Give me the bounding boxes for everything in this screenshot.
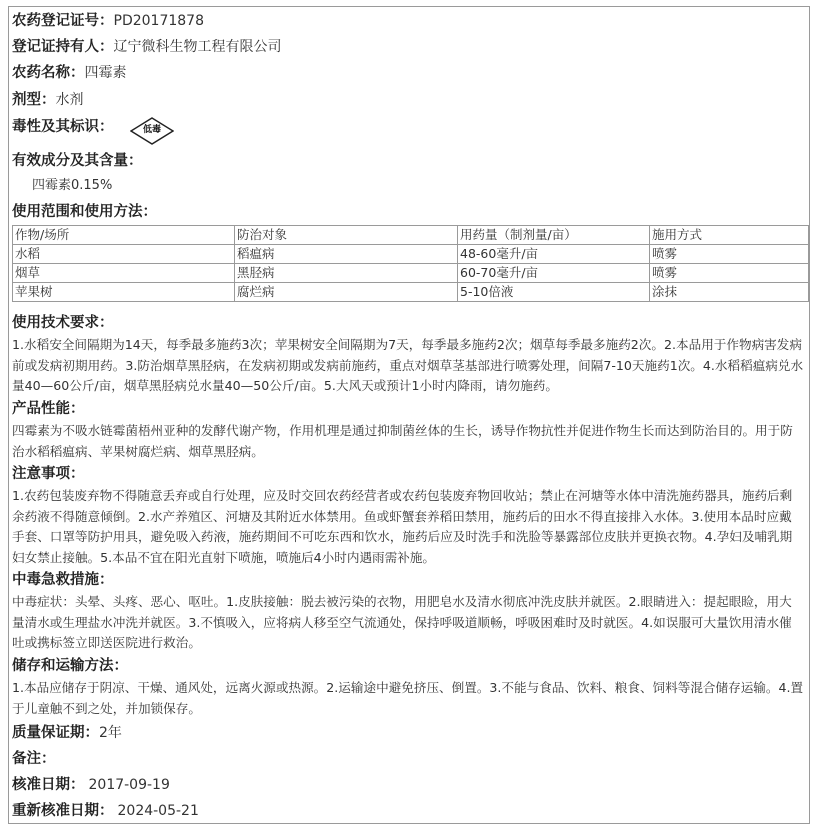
first-aid-text: 中毒症状：头晕、头疼、恶心、呕吐。1.皮肤接触：脱去被污染的衣物，用肥皂水及清水彻底冲洗皮肤并就医。2.眼睛进入：提起眼睑，用大量清水或生理盐水冲洗并就医。3.不慎吸入，应将病人移至空气流通处，保持呼吸道顺畅，呼吸困难时及时就医。4.如误服可大量饮用清水催吐或携标签立即送医院进行救治。 (12, 594, 792, 650)
ingredients-value: 四霉素0.15% (32, 178, 113, 193)
holder-label: 登记证持有人： (12, 39, 114, 55)
registration-number-row (12, 11, 204, 31)
technique-text: 1.水稻安全间隔期为14天，每季最多施药3次；苹果树安全间隔期为7天，每季最多施药2次；烟草每季最多施药2次。2.本品用于作物病害发病前或发病初期用药。3.防治烟草黑胫病，在发病初期或发病前施药，重点对烟草茎基部进行喷雾处理，间隔7-10天施药1次。4.水稻稻瘟病兑水量40—60公斤/亩，烟草黑胫病兑水量40—50公斤/亩。5.大风天或预计1小时内降雨，请勿施药。 (12, 337, 804, 393)
formulation-label: 剂型： (12, 92, 56, 108)
technique-row (12, 313, 114, 333)
cell-target: 腐烂病 (235, 283, 458, 302)
table-row (13, 283, 809, 302)
cell-dosage: 5-10倍液 (458, 283, 650, 302)
cell-dosage: 60-70毫升/亩 (458, 264, 650, 283)
cell-method: 涂抹 (650, 283, 809, 302)
cell-target: 稻瘟病 (235, 245, 458, 264)
registration-number-value: PD20171878 (113, 13, 204, 29)
precautions-text: 1.农药包装废弃物不得随意丢弃或自行处理，应及时交回农药经营者或农药包装废弃物回收站；禁止在河塘等水体中清洗施药器具，施药后剩余药液不得随意倾倒。2.水产养殖区、河塘及其附近水体禁用。鱼或虾蟹套养稻田禁用，施药后的田水不得直接排入水体。3.使用本品时应戴手套、口罩等防护用具，避免吸入药液，施药期间不可吃东西和饮水，施药后应及时洗手和洗脸等暴露部位皮肤并更换衣物。4.孕妇及哺乳期妇女禁止接触。5.本品不宜在阳光直射下喷施，喷施后4小时内遇雨需补施。 (12, 488, 793, 565)
performance-label: 产品性能： (12, 401, 85, 417)
ingredients-label: 有效成分及其含量： (12, 153, 143, 169)
first-aid-label: 中毒急救措施： (12, 572, 114, 588)
table-row (13, 264, 809, 283)
remarks-label: 备注： (12, 751, 56, 767)
cell-crop: 水稻 (13, 245, 235, 264)
cell-method: 喷雾 (650, 245, 809, 264)
cell-crop: 烟草 (13, 264, 235, 283)
approval-date-label: 核准日期： (12, 777, 85, 793)
performance-text: 四霉素为不吸水链霉菌梧州亚种的发酵代谢产物，作用机理是通过抑制菌丝体的生长，诱导作物抗性并促进作物生长而达到防治目的。用于防治水稻稻瘟病、苹果树腐烂病、烟草黑胫病。 (12, 423, 793, 459)
formulation-value: 水剂 (55, 92, 84, 108)
pesticide-name-value: 四霉素 (84, 65, 127, 81)
shelf-life-label: 质量保证期： (12, 725, 99, 741)
ingredients-row (12, 151, 143, 171)
reapproval-date-value: 2024-05-21 (117, 803, 199, 819)
header-crop: 作物/场所 (13, 226, 235, 245)
approval-date-value: 2017-09-19 (88, 777, 170, 793)
precautions-label: 注意事项： (12, 466, 85, 482)
usage-label: 使用范围和使用方法： (12, 204, 157, 220)
first-aid-row (12, 570, 114, 590)
table-row (13, 245, 809, 264)
toxicity-badge-text: 低毒 (142, 125, 161, 135)
approval-date-row (12, 775, 170, 795)
toxicity-label: 毒性及其标识： (12, 119, 114, 135)
storage-row (12, 656, 128, 676)
reapproval-date-row (12, 801, 199, 821)
technique-label: 使用技术要求： (12, 315, 114, 331)
toxicity-row (12, 117, 114, 137)
holder-value: 辽宁微科生物工程有限公司 (113, 39, 282, 55)
shelf-life-row (12, 723, 122, 743)
header-target: 防治对象 (235, 226, 458, 245)
performance-row (12, 399, 85, 419)
holder-row (12, 37, 282, 57)
registration-number-label: 农药登记证号： (12, 13, 114, 29)
usage-row (12, 202, 157, 222)
remarks-row (12, 749, 56, 769)
diamond-badge-icon (130, 117, 174, 145)
usage-table (12, 225, 809, 302)
header-method: 施用方式 (650, 226, 809, 245)
formulation-row (12, 90, 84, 110)
pesticide-name-label: 农药名称： (12, 65, 85, 81)
cell-method: 喷雾 (650, 264, 809, 283)
usage-table-header (13, 226, 809, 245)
cell-dosage: 48-60毫升/亩 (458, 245, 650, 264)
shelf-life-value: 2年 (99, 725, 122, 741)
storage-text: 1.本品应储存于阴凉、干燥、通风处，远离火源或热源。2.运输途中避免挤压、倒置。3.不能与食品、饮料、粮食、饲料等混合储存运输。4.置于儿童触不到之处，并加锁保存。 (12, 680, 804, 716)
storage-label: 储存和运输方法： (12, 658, 128, 674)
cell-crop: 苹果树 (13, 283, 235, 302)
header-dosage: 用药量（制剂量/亩） (458, 226, 650, 245)
pesticide-name-row (12, 63, 127, 83)
precautions-row (12, 464, 85, 484)
cell-target: 黑胫病 (235, 264, 458, 283)
reapproval-date-label: 重新核准日期： (12, 803, 114, 819)
